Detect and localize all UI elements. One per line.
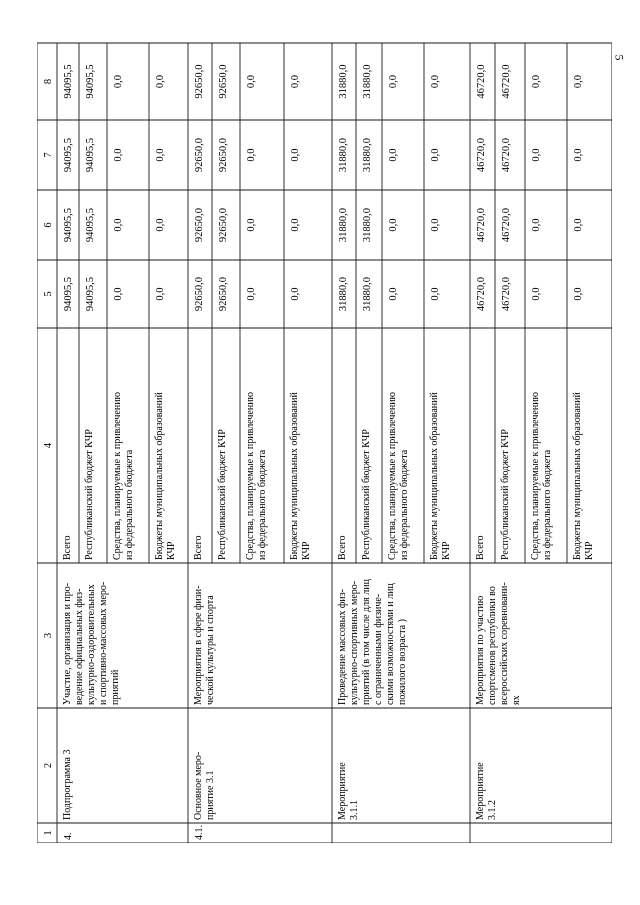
name-label-0-4: приятий bbox=[110, 669, 121, 705]
value-cell-1-1-v6: 92650,0 bbox=[218, 207, 229, 243]
value-cell-1-2-v7: 0,0 bbox=[246, 148, 257, 162]
value-cell-2-1-v8: 31880,0 bbox=[362, 64, 373, 99]
value-cell-2-3-v8: 0,0 bbox=[430, 74, 441, 89]
name-label-2-5: пожилого возраста ) bbox=[397, 619, 408, 705]
value-cell-2-1-v6: 31880,0 bbox=[362, 207, 373, 243]
value-cell-3-2-v8: 0,0 bbox=[531, 74, 542, 89]
value-cell-3-2-v6: 0,0 bbox=[531, 218, 542, 232]
page-number: 5 bbox=[612, 54, 627, 61]
source-label-2-3-1: КЧР bbox=[441, 541, 452, 560]
source-label-1-2-1: из федерального бюджета bbox=[257, 449, 268, 560]
value-cell-2-0-v7: 31880,0 bbox=[338, 137, 349, 173]
name-label-0-1: ведение официальных физ- bbox=[74, 588, 85, 705]
value-cell-2-1-v7: 31880,0 bbox=[362, 137, 373, 173]
value-cell-1-3-v7: 0,0 bbox=[290, 148, 301, 162]
value-cell-1-2-v6: 0,0 bbox=[246, 218, 257, 232]
value-cell-0-2-v7: 0,0 bbox=[113, 148, 124, 162]
value-cell-0-0-v8: 94095,5 bbox=[63, 64, 74, 99]
budget-table-svg bbox=[37, 28, 612, 843]
value-cell-2-0-v5: 31880,0 bbox=[338, 276, 349, 312]
value-cell-1-3-v8: 0,0 bbox=[290, 74, 301, 89]
program-label-2-1: 3.1.1 bbox=[349, 800, 360, 820]
source-label-3-3-0: Бюджеты муниципальных образований bbox=[572, 392, 583, 560]
value-cell-3-0-v6: 46720,0 bbox=[476, 207, 487, 243]
value-cell-0-0-v5: 94095,5 bbox=[63, 276, 74, 312]
rotated-table bbox=[37, 43, 612, 843]
value-cell-0-3-v5: 0,0 bbox=[155, 287, 166, 301]
value-cell-3-2-v5: 0,0 bbox=[531, 287, 542, 301]
name-label-1-1: ческой культуры и спорта bbox=[205, 595, 216, 705]
name-label-2-2: приятий (в том числе для лиц bbox=[361, 579, 372, 705]
name-label-0-0: Участие, организация и про- bbox=[62, 582, 73, 705]
header-cell-2: 2 bbox=[43, 762, 54, 769]
value-cell-3-1-v8: 46720,0 bbox=[501, 64, 512, 99]
source-label-2-1-0: Республиканский бюджет КЧР bbox=[361, 429, 372, 560]
value-cell-1-0-v6: 92650,0 bbox=[194, 207, 205, 243]
name-label-2-4: скими возможностями и лиц bbox=[385, 583, 396, 705]
value-cell-1-2-v5: 0,0 bbox=[246, 287, 257, 301]
source-label-3-2-0: Средства, планируемые к привлечению bbox=[530, 391, 541, 560]
value-cell-3-2-v7: 0,0 bbox=[531, 148, 542, 162]
value-cell-0-1-v8: 94095,5 bbox=[85, 64, 96, 99]
value-cell-2-2-v8: 0,0 bbox=[388, 74, 399, 89]
source-label-1-1-0: Республиканский бюджет КЧР bbox=[217, 429, 228, 560]
value-cell-1-2-v8: 0,0 bbox=[246, 74, 257, 89]
name-label-2-0: Проведение массовых физ- bbox=[337, 589, 348, 705]
value-cell-2-3-v6: 0,0 bbox=[430, 218, 441, 232]
program-label-3-1: 3.1.2 bbox=[487, 800, 498, 820]
header-cell-6: 6 bbox=[43, 222, 54, 228]
value-cell-2-0-v6: 31880,0 bbox=[338, 207, 349, 243]
name-label-3-2: всероссийских соревновани- bbox=[499, 582, 510, 705]
value-cell-0-2-v6: 0,0 bbox=[113, 218, 124, 232]
value-cell-0-1-v7: 94095,5 bbox=[85, 137, 96, 173]
program-label-0-0: Подпрограмма 3 bbox=[62, 749, 73, 820]
header-cell-1: 1 bbox=[43, 830, 54, 836]
value-cell-3-3-v5: 0,0 bbox=[573, 287, 584, 301]
value-cell-0-3-v8: 0,0 bbox=[155, 74, 166, 89]
name-label-2-3: с ограниченными физиче- bbox=[373, 593, 384, 705]
header-cell-7: 7 bbox=[43, 152, 54, 158]
source-label-1-0-0: Всего bbox=[193, 535, 204, 560]
name-label-1-0: Мероприятия в сфере физи- bbox=[193, 585, 204, 705]
value-cell-1-0-v5: 92650,0 bbox=[194, 276, 205, 312]
row-number-0: 4. bbox=[63, 832, 74, 840]
value-cell-2-0-v8: 31880,0 bbox=[338, 64, 349, 99]
source-label-2-2-1: из федерального бюджета bbox=[399, 449, 410, 560]
header-cell-8: 8 bbox=[43, 78, 54, 85]
name-label-0-2: культурно-оздоровительных bbox=[86, 584, 97, 705]
name-label-2-1: культурно-спортивных меро- bbox=[349, 580, 360, 705]
source-label-1-2-0: Средства, планируемые к привлечению bbox=[245, 391, 256, 560]
source-label-3-2-1: из федерального бюджета bbox=[542, 449, 553, 560]
value-cell-3-3-v6: 0,0 bbox=[573, 218, 584, 232]
value-cell-2-3-v5: 0,0 bbox=[430, 287, 441, 301]
value-cell-0-2-v5: 0,0 bbox=[113, 287, 124, 301]
program-label-3-0: Мероприятие bbox=[475, 762, 486, 820]
value-cell-1-0-v8: 92650,0 bbox=[194, 64, 205, 99]
value-cell-0-2-v8: 0,0 bbox=[113, 74, 124, 89]
source-label-0-3-1: КЧР bbox=[166, 541, 177, 560]
value-cell-3-3-v7: 0,0 bbox=[573, 148, 584, 162]
value-cell-3-0-v5: 46720,0 bbox=[476, 276, 487, 312]
value-cell-2-1-v5: 31880,0 bbox=[362, 276, 373, 312]
program-label-1-0: Основное меро- bbox=[193, 751, 204, 820]
value-cell-0-3-v6: 0,0 bbox=[155, 218, 166, 232]
row-number-1: 4.1. bbox=[194, 825, 205, 840]
source-label-0-3-0: Бюджеты муниципальных образований bbox=[154, 392, 165, 560]
source-label-1-3-0: Бюджеты муниципальных образований bbox=[289, 392, 300, 560]
value-cell-2-2-v7: 0,0 bbox=[388, 148, 399, 162]
source-label-0-1-0: Республиканский бюджет КЧР bbox=[84, 429, 95, 560]
source-label-2-2-0: Средства, планируемые к привлечению bbox=[387, 391, 398, 560]
value-cell-3-1-v5: 46720,0 bbox=[501, 276, 512, 312]
value-cell-3-3-v8: 0,0 bbox=[573, 74, 584, 89]
source-label-3-0-0: Всего bbox=[475, 535, 486, 560]
value-cell-3-0-v7: 46720,0 bbox=[476, 137, 487, 173]
source-label-3-3-1: КЧР bbox=[584, 541, 595, 560]
value-cell-0-0-v7: 94095,5 bbox=[63, 137, 74, 173]
value-cell-3-0-v8: 46720,0 bbox=[476, 64, 487, 99]
value-cell-0-3-v7: 0,0 bbox=[155, 148, 166, 162]
value-cell-3-1-v7: 46720,0 bbox=[501, 137, 512, 173]
budget-table bbox=[37, 28, 612, 843]
value-cell-1-3-v6: 0,0 bbox=[290, 218, 301, 232]
name-label-3-1: спортсменов республики во bbox=[487, 586, 498, 705]
value-cell-1-1-v8: 92650,0 bbox=[218, 64, 229, 99]
name-label-3-0: Мероприятия по участию bbox=[475, 595, 486, 705]
source-label-2-0-0: Всего bbox=[337, 535, 348, 560]
source-label-2-3-0: Бюджеты муниципальных образований bbox=[429, 392, 440, 560]
value-cell-3-1-v6: 46720,0 bbox=[501, 207, 512, 243]
value-cell-2-2-v6: 0,0 bbox=[388, 218, 399, 232]
value-cell-2-3-v7: 0,0 bbox=[430, 148, 441, 162]
source-label-0-2-1: из федерального бюджета bbox=[124, 449, 135, 560]
value-cell-1-3-v5: 0,0 bbox=[290, 287, 301, 301]
value-cell-1-0-v7: 92650,0 bbox=[194, 137, 205, 173]
value-cell-2-2-v5: 0,0 bbox=[388, 287, 399, 301]
value-cell-0-1-v5: 94095,5 bbox=[85, 276, 96, 312]
source-label-0-0-0: Всего bbox=[62, 535, 73, 560]
value-cell-1-1-v5: 92650,0 bbox=[218, 276, 229, 312]
value-cell-1-1-v7: 92650,0 bbox=[218, 137, 229, 173]
source-label-1-3-1: КЧР bbox=[301, 541, 312, 560]
source-label-3-1-0: Республиканский бюджет КЧР bbox=[500, 429, 511, 560]
header-cell-3: 3 bbox=[43, 632, 54, 639]
header-cell-5: 5 bbox=[43, 291, 54, 297]
header-cell-4: 4 bbox=[43, 442, 54, 449]
source-label-0-2-0: Средства, планируемые к привлечению bbox=[112, 391, 123, 560]
program-label-2-0: Мероприятие bbox=[337, 762, 348, 820]
name-label-0-3: и спортивно-массовых меро- bbox=[98, 581, 109, 705]
name-label-3-3: ях bbox=[511, 695, 522, 705]
value-cell-0-1-v6: 94095,5 bbox=[85, 207, 96, 243]
value-cell-0-0-v6: 94095,5 bbox=[63, 207, 74, 243]
program-label-1-1: приятие 3.1 bbox=[205, 770, 216, 820]
